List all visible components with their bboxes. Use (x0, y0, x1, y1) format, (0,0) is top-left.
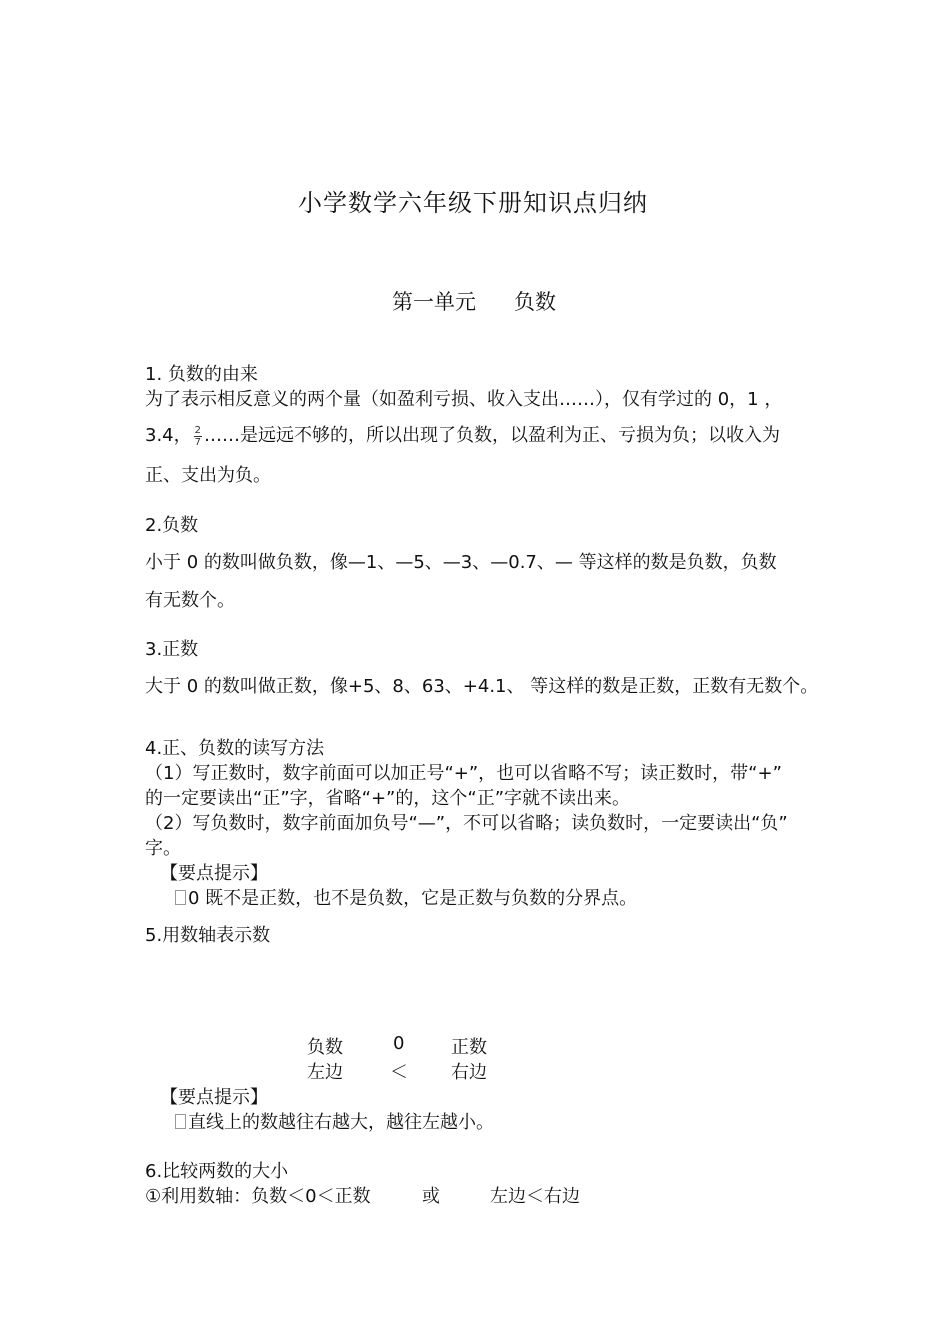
section-5-heading: 5.用数轴表示数 (145, 925, 271, 946)
section-5-tip (175, 1108, 494, 1134)
section-4-tip-label: 【要点提示】 (160, 863, 268, 884)
section-4-line-2: 的一定要读出“正”字，省略“+”的，这个“正”字就不读出来。 (145, 788, 631, 809)
axis-row-1-mid: 0 (393, 1033, 405, 1054)
section-6-heading: 6.比较两数的大小 (145, 1161, 289, 1182)
checkbox-glyph-icon (175, 1114, 186, 1129)
axis-row-1-left: 负数 (307, 1037, 343, 1058)
section-6-line-1-a: ①利用数轴：负数＜0＜正数 (145, 1186, 371, 1207)
section-6-line-1-or: 或 (422, 1186, 440, 1207)
section-1-line-2-post: ……是远远不够的，所以出现了负数，以盈利为正、亏损为负；以收入为 (204, 425, 781, 446)
section-3-heading: 3.正数 (145, 639, 199, 660)
fraction-denominator: 7 (194, 436, 202, 448)
section-1-line-3: 正、支出为负。 (145, 465, 271, 486)
section-1-line-1: 为了表示相反意义的两个量（如盈利亏损、收入支出……），仅有学过的 0，1 ， (145, 389, 783, 410)
section-4-heading: 4.正、负数的读写方法 (145, 738, 325, 759)
section-2-line-1: 小于 0 的数叫做负数，像—1、—5、—3、—0.7、— 等这样的数是负数，负数 (145, 552, 777, 573)
fraction (194, 425, 202, 448)
page-title: 小学数学六年级下册知识点归纳 (298, 189, 648, 217)
section-4-line-3: （2）写负数时，数字前面加负号“—”，不可以省略；读负数时，一定要读出“负” (145, 813, 788, 834)
section-4-tip (175, 884, 637, 910)
section-1-line-2-pre: 3.4， (145, 425, 192, 446)
axis-row-2-left: 左边 (307, 1062, 343, 1083)
axis-row-2-mid: ＜ (390, 1062, 408, 1083)
section-5-tip-label: 【要点提示】 (160, 1087, 268, 1108)
unit-label: 第一单元 (392, 290, 476, 314)
section-1-line-2 (145, 421, 780, 448)
checkbox-glyph-icon (175, 890, 186, 905)
section-3-line-1: 大于 0 的数叫做正数，像+5、8、63、+4.1、 等这样的数是正数，正数有无数个。 (145, 676, 819, 697)
section-4-line-1: （1）写正数时，数字前面可以加正号“+”，也可以省略不写；读正数时，带“+” (145, 763, 782, 784)
axis-row-1-right: 正数 (451, 1037, 487, 1058)
axis-row-2-right: 右边 (451, 1062, 487, 1083)
section-2-heading: 2.负数 (145, 515, 199, 536)
section-4-line-4: 字。 (145, 838, 181, 859)
fraction-numerator: 2 (194, 424, 202, 436)
section-6-line-1-b: 左边＜右边 (490, 1186, 580, 1207)
section-4-tip-text: 0 既不是正数，也不是负数，它是正数与负数的分界点。 (188, 888, 638, 909)
section-1-heading: 1. 负数的由来 (145, 364, 258, 385)
unit-name: 负数 (514, 290, 556, 314)
section-5-tip-text: 直线上的数越往右越大，越往左越小。 (188, 1112, 494, 1133)
section-2-line-2: 有无数个。 (145, 590, 235, 611)
